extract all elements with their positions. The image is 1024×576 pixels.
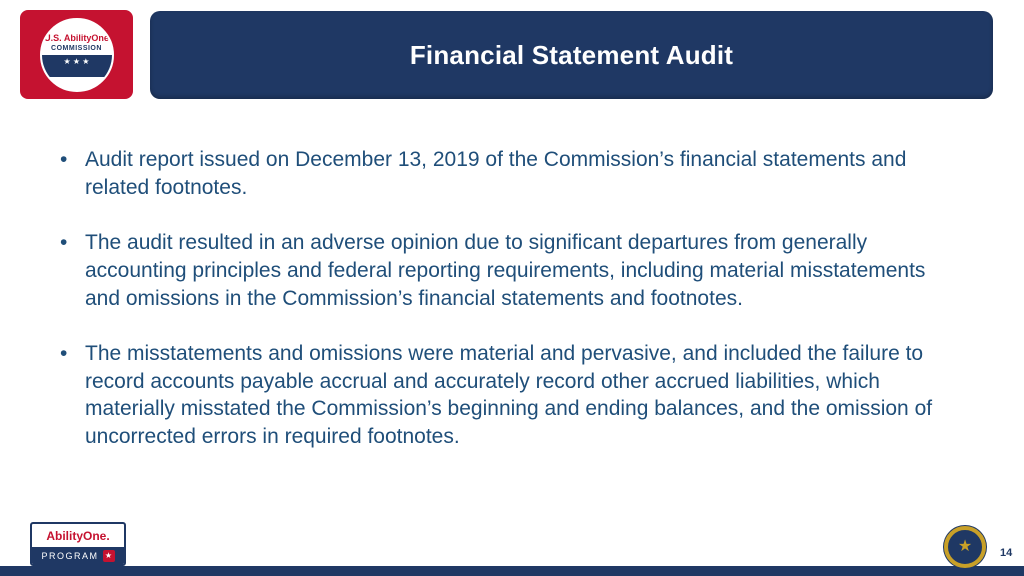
- bullet-item: [58, 229, 963, 313]
- bullet-icon: •: [60, 148, 68, 171]
- bullet-item: [58, 340, 963, 452]
- program-logo-banner: [32, 547, 124, 564]
- page-title: Financial Statement Audit: [409, 39, 734, 70]
- star-icon: ★: [103, 550, 115, 562]
- bullet-item: [58, 146, 963, 202]
- bullet-icon: •: [60, 230, 68, 254]
- program-logo-wordmark: AbilityOne.: [46, 528, 110, 543]
- page-number: 14: [1000, 547, 1013, 559]
- program-logo-label: PROGRAM: [41, 550, 99, 561]
- footer-bar: [0, 566, 1024, 576]
- commission-logo: [20, 10, 133, 99]
- bullet-text: Audit report issued on December 13, 2019 of the Commission’s financial statements and related footnotes.: [85, 148, 907, 199]
- abilityone-program-logo: [30, 522, 126, 566]
- title-bar: [150, 11, 993, 99]
- bullet-list: [58, 146, 963, 478]
- bullet-text: The audit resulted in an adverse opinion due to significant departures from generally accounting principles and federal reporting requirements, including material misstatements and omissions in the Commission’s financial statements and footnotes.: [85, 230, 926, 310]
- commission-seal-icon: [944, 526, 986, 568]
- commission-logo-seal-icon: [40, 18, 114, 92]
- logo-stars-icon: ★ ★ ★: [42, 55, 112, 77]
- bullet-icon: •: [60, 341, 68, 365]
- logo-org-subname: COMMISSION: [51, 44, 102, 52]
- seal-star-icon: ★: [957, 538, 973, 555]
- logo-org-name: U.S. AbilityOne: [44, 32, 109, 43]
- bullet-text: The misstatements and omissions were material and pervasive, and included the failure to record accounts payable accrual and accurately record other accrued liabilities, which materially misstated the Commission’s beginning and ending balances, and the omission of uncorrected errors in required footnotes.: [85, 341, 933, 449]
